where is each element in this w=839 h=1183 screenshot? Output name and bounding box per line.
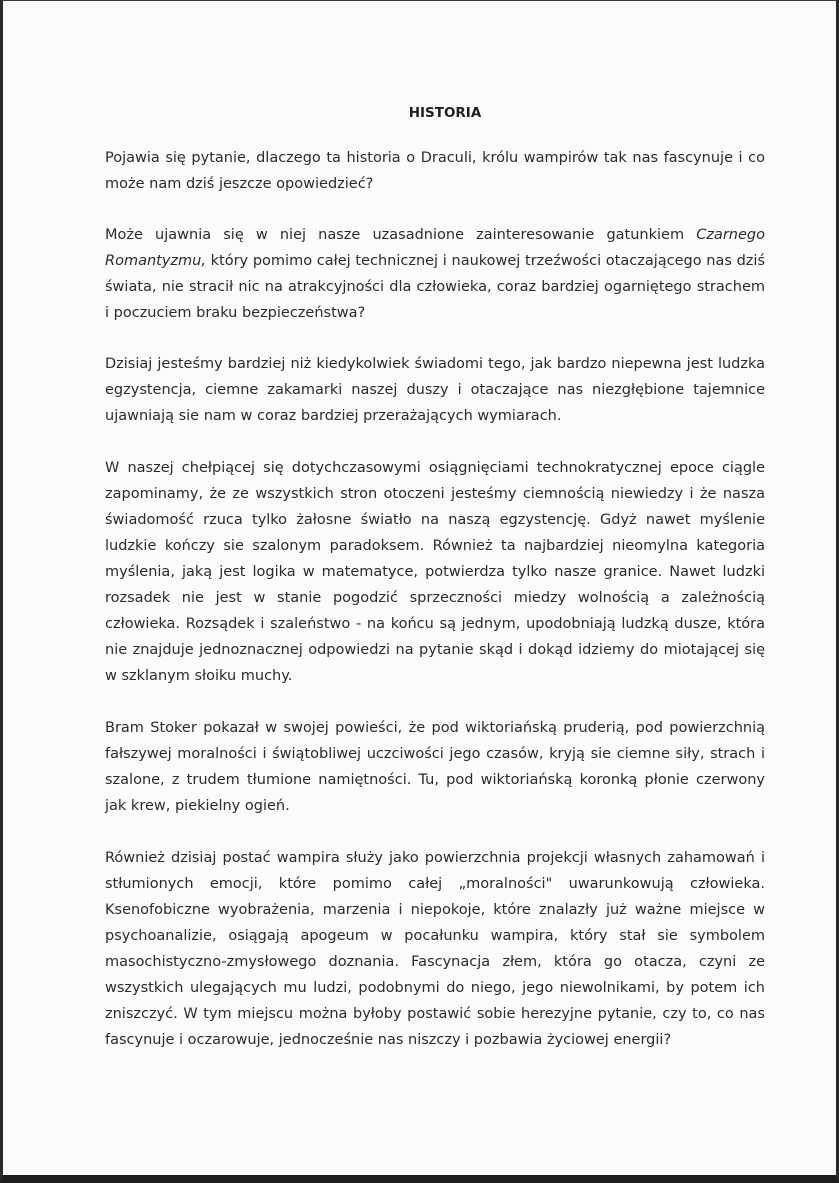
paragraph-3 <box>105 351 765 429</box>
paragraph-text: Może ujawnia się w niej nasze uzasadnione zainteresowanie gatunkiem <box>105 227 697 243</box>
paragraph-5 <box>105 715 765 819</box>
paragraph-text: W naszej chełpiącej się dotychczasowymi osiągnięciami technokratycznej epoce ciągle zapominamy, że ze wszystkich stron otoczeni jesteśmy ciemnością niewiedzy i że nasza świadomość rzuca tylko żałosne światło na naszą egzystencję. Gdyż nawet myślenie ludzkie kończy sie szalonym paradoksem. Również ta najbardziej nieomylna kategoria myślenia, jaką jest logika w matematyce, potwierdza tylko nasze granice. Nawet ludzki rozsadek nie jest w stanie pogodzić sprzeczności miedzy wolnością a zależnością człowieka. Rozsądek i szaleństwo - na końcu są jednym, upodobniają ludzką dusze, która nie znajduje jednoznacznej odpowiedzi na pytanie skąd i dokąd idziemy do miotającej się w szklanym słoiku muchy. <box>105 460 765 684</box>
paragraph-text: Bram Stoker pokazał w swojej powieści, że pod wiktoriańską pruderią, pod powierzchnią fałszywej moralności i świątobliwej uczciwości jego czasów, kryją sie ciemne siły, strach i szalone, z trudem tłumione namiętności. Tu, pod wiktoriańską koronką płonie czerwony jak krew, piekielny ogień. <box>105 720 765 814</box>
paragraph-4 <box>105 455 765 689</box>
paragraph-text: Dzisiaj jesteśmy bardziej niż kiedykolwiek świadomi tego, jak bardzo niepewna jest ludzka egzystencja, ciemne zakamarki naszej duszy i otaczające nas niezgłębione tajemnice ujawniają sie nam w coraz bardziej przerażających wymiarach. <box>105 356 765 424</box>
paragraph-text: Również dzisiaj postać wampira służy jako powierzchnia projekcji własnych zahamowań i stłumionych emocji, które pomimo całej „moralności" uwarunkowują człowieka. Ksenofobiczne wyobrażenia, marzenia i niepokoje, które znalazły już ważne miejsce w psychoanalizie, osiągają apogeum w pocałunku wampira, który stał sie symbolem masochistyczno-zmysłowego doznania. Fascynacja złem, która go otacza, czyni ze wszystkich ulegających mu ludzi, podobnymi do niego, jego niewolnikami, by potem ich zniszczyć. W tym miejscu można byłoby postawić sobie herezyjne pytanie, czy to, co nas fascynuje i oczarowuje, jednocześnie nas niszczy i pozbawia życiowej energii? <box>105 850 765 1048</box>
italic-term: Czarnego Romantyzmu, <box>105 227 765 269</box>
paragraph-2 <box>105 222 765 326</box>
document-title: HISTORIA <box>408 105 482 121</box>
paragraph-6 <box>105 845 765 1053</box>
paragraph-text: który pomimo całej technicznej i naukowej trzeźwości otaczającego nas dziś świata, nie stracił nic na atrakcyjności dla człowieka, coraz bardziej ogarniętego strachem i poczuciem braku bezpieczeństwa? <box>105 253 765 321</box>
paragraph-1 <box>105 145 765 197</box>
document-body <box>105 101 765 1079</box>
paragraph-text: Pojawia się pytanie, dlaczego ta historia o Draculi, królu wampirów tak nas fascynuje i co może nam dziś jeszcze opowiedzieć? <box>105 150 765 192</box>
